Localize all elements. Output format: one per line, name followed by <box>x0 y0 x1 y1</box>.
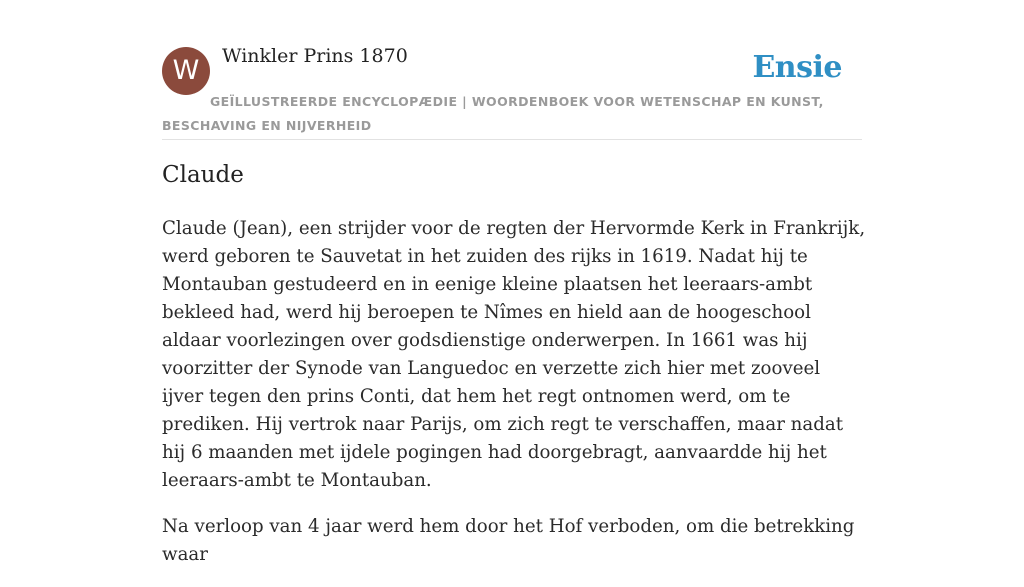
brand-logo[interactable]: Ensie <box>752 50 842 85</box>
entry-body <box>162 215 867 587</box>
source-title[interactable]: Winkler Prins 1870 <box>222 45 408 67</box>
content-column <box>162 0 866 565</box>
entry-title: Claude <box>162 162 244 188</box>
avatar[interactable]: W <box>162 47 210 95</box>
source-header <box>162 0 862 140</box>
paragraph: Claude (Jean), een strijder voor de regten der Hervormde Kerk in Frankrijk, werd geboren te Sauvetat in het zuiden des rijks in 1619. Nadat hij te Montauban gestudeerd en in eenige kleine plaatsen het leeraars-ambt bekleed had, werd hij beroepen te Nîmes en hield aan de hoogeschool aldaar voorlezingen over godsdienstige onderwerpen. In 1661 was hij voorzitter der Synode van Languedoc en verzette zich hier met zooveel ijver tegen den prins Conti, dat hem het regt ontnomen werd, om te prediken. Hij vertrok naar Parijs, om zich regt te verschaffen, maar nadat hij 6 maanden met ijdele pogingen had doorgebragt, aanvaardde hij het leeraars-ambt te Montauban. <box>162 218 866 491</box>
source-subtitle: GEÏLLUSTREERDE ENCYCLOPÆDIE | WOORDENBOEK VOOR WETENSCHAP EN KUNST, BESCHAVING EN NIJVERHEID <box>162 94 824 133</box>
paragraph: Na verloop van 4 jaar werd hem door het Hof verboden, om die betrekking waar <box>162 516 855 565</box>
